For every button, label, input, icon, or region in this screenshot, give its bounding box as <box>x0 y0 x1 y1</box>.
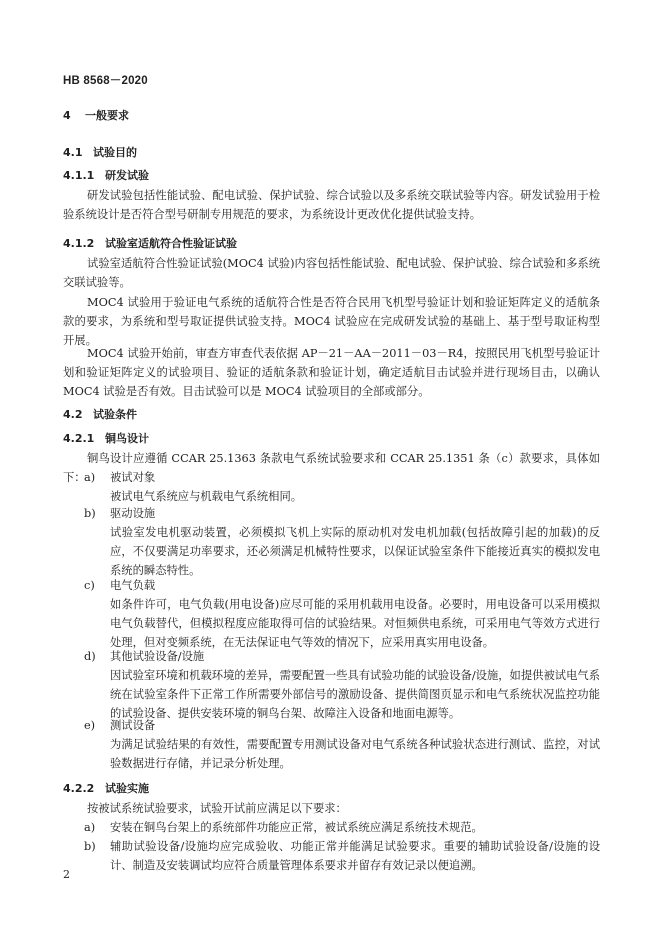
list-item-mark: d) <box>84 650 96 663</box>
section-title: 一般要求 <box>85 109 129 122</box>
section-title: 试验实施 <box>105 782 149 795</box>
doc-code-header: HB 8568－2020 <box>63 75 148 87</box>
section-4-2-heading <box>63 406 137 422</box>
page-number: 2 <box>63 868 70 881</box>
section-4-1-2-heading <box>63 235 237 251</box>
list-item-body: 被试电气系统应与机载电气系统相同。 <box>110 490 303 503</box>
section-4-2-1-heading <box>63 430 149 446</box>
section-number: 4.1 <box>63 146 83 159</box>
paragraph: 按被试系统试验要求，试验开试前应满足以下要求： <box>87 802 347 815</box>
section-number: 4.2.1 <box>63 432 95 445</box>
section-4-heading <box>63 107 129 123</box>
list-item-mark: a) <box>84 471 96 484</box>
paragraph: 试验室适航符合性验证试验(MOC4 试验)内容包括性能试验、配电试验、保护试验、综合试验和多系统交联试验等。 <box>63 257 600 289</box>
list-item-title: 其他试验设备/设施 <box>110 650 205 663</box>
list-item-mark: e) <box>84 719 96 732</box>
list-item-mark: b) <box>84 507 96 520</box>
list-item-title: 驱动设施 <box>110 507 156 520</box>
section-number: 4.2 <box>63 408 83 421</box>
section-number: 4 <box>63 109 71 122</box>
paragraph: MOC4 试验用于验证电气系统的适航符合性是否符合民用飞机型号验证计划和验证矩阵定义的适航条款的要求，为系统和型号取证提供试验支持。MOC4 试验应在完成研发试验的基础上、基于型号取证构型开展。 <box>63 296 600 347</box>
paragraph: 铜鸟设计应遵循 CCAR 25.1363 条款电气系统试验要求和 CCAR 25.1351 条（c）款要求，具体如下： <box>63 452 600 484</box>
section-title: 试验目的 <box>93 146 137 159</box>
section-title: 试验室适航符合性验证试验 <box>105 237 237 250</box>
list-item-title: 被试对象 <box>110 471 156 484</box>
paragraph: 研发试验包括性能试验、配电试验、保护试验、综合试验以及多系统交联试验等内容。研发试验用于检验系统设计是否符合型号研制专用规范的要求，为系统设计更改优化提供试验支持。 <box>63 189 600 221</box>
list-item-body: 辅助试验设备/设施均应完成验收、功能正常并能满足试验要求。重要的辅助试验设备/设施的设计、制造及安装调试均应符合质量管理体系要求并留存有效记录以便追溯。 <box>110 840 600 872</box>
list-item-body: 安装在铜鸟台架上的系统部件功能应正常，被试系统应满足系统技术规范。 <box>110 821 483 834</box>
list-item-title: 电气负载 <box>110 579 156 592</box>
list-item-body: 为满足试验结果的有效性，需要配置专用测试设备对电气系统各种试验状态进行测试、监控，对试验数据进行存储，并记录分析处理。 <box>110 738 600 770</box>
section-number: 4.1.2 <box>63 237 95 250</box>
list-item-mark: a) <box>84 821 96 834</box>
paragraph: MOC4 试验开始前，审查方审查代表依据 AP－21－AA－2011－03－R4，按照民用飞机型号验证计划和验证矩阵定义的试验项目、验证的适航条款和验证计划，确定适航目击试验并进行现场目击，以确认 MOC4 试验是否有效。目击试验可以是 MOC4 试验项目的全部或部分。 <box>63 347 600 398</box>
list-item-body: 试验室发电机驱动装置，必须模拟飞机上实际的原动机对发电机加载(包括故障引起的加载)的反应，不仅要满足功率要求，还必须满足机械特性要求，以保证试验室条件下能接近真实的模拟发电系统的瞬态特性。 <box>110 526 600 577</box>
list-item-mark: c) <box>84 579 95 592</box>
list-item-body: 如条件许可，电气负载(用电设备)应尽可能的采用机载用电设备。必要时，用电设备可以采用模拟电气负载替代，但模拟程度应能取得可信的试验结果。对恒频供电系统，可采用电气等效方式进行处理，但对变频系统，在无法保证电气等效的情况下，应采用真实用电设备。 <box>110 598 600 649</box>
list-item-body: 因试验室环境和机载环境的差异，需要配置一些具有试验功能的试验设备/设施，如提供被试电气系统在试验室条件下正常工作所需要外部信号的激励设备、提供简图页显示和电气系统状况监控功能的试验设备、提供安装环境的铜鸟台架、故障注入设备和地面电源等。 <box>110 669 600 720</box>
section-4-1-heading <box>63 144 137 160</box>
section-4-2-2-heading <box>63 780 149 796</box>
list-item-mark: b) <box>84 840 96 853</box>
section-title: 研发试验 <box>105 169 149 182</box>
section-title: 试验条件 <box>93 408 137 421</box>
section-4-1-1-heading <box>63 167 149 183</box>
list-item-title: 测试设备 <box>110 719 156 732</box>
section-number: 4.2.2 <box>63 782 95 795</box>
section-title: 铜鸟设计 <box>105 432 149 445</box>
section-number: 4.1.1 <box>63 169 95 182</box>
